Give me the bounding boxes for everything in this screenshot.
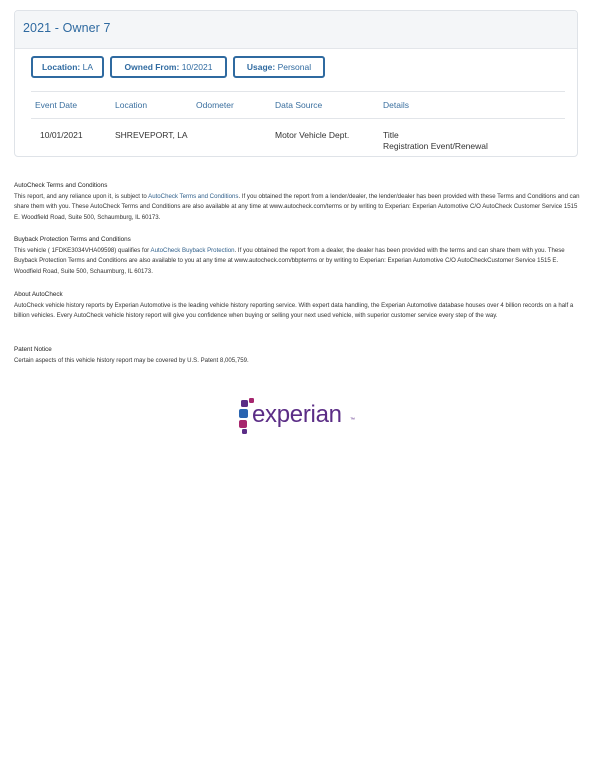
buyback-heading: Buyback Protection Terms and Conditions: [14, 236, 131, 243]
terms-text-before: This report, and any reliance upon it, is subject to: [14, 192, 149, 200]
usage-pill: [233, 56, 325, 78]
patent-section: [14, 345, 580, 366]
cell-event-date: 10/01/2021: [40, 130, 83, 140]
owned-from-pill-value: 10/2021: [181, 62, 213, 72]
owned-from-pill: [110, 56, 227, 78]
terms-text-after: . If you obtained the report from a lender/dealer, the lender/dealer has been provided with these Terms and Conditions and can share them with you. These AutoCheck Terms and Conditions are also available at any time at www.autocheck.com/terms or by writing to Experian: Experian Automotive C/O AutoCheck Customer Service 1515 E. Woodfield Road, Suite 500, Schaumburg, IL 60173.: [14, 192, 580, 221]
buyback-text-before: This vehicle ( 1FDKE3034VHA09598) qualifies for: [14, 246, 151, 254]
patent-text: Certain aspects of this vehicle history report may be covered by U.S. Patent 8,005,759.: [14, 356, 249, 364]
buyback-text-after: . If you obtained the report from a dealer, the dealer has been provided with the terms and can share them with you. These Buyback Protection Terms and Conditions are also available to you at any time at www.autocheck.com/bbpterms or by writing to Experian: Experian Automotive C/O AutoCheckCustomer Service 1515 E. Woodfield Road, Suite 500, Schaumburg, IL 60173.: [14, 246, 565, 275]
about-section: [14, 290, 580, 322]
cell-details-line-1: Title: [383, 130, 399, 140]
location-pill-label: Location:: [41, 62, 81, 72]
col-location: Location: [115, 100, 148, 110]
location-pill: [31, 56, 104, 78]
owner-history-card: [14, 10, 578, 157]
cell-location: SHREVEPORT, LA: [115, 130, 188, 140]
usage-pill-label: Usage:: [246, 62, 276, 72]
table-header: [31, 91, 565, 119]
experian-wordmark: experian: [252, 401, 342, 428]
patent-heading: Patent Notice: [14, 346, 52, 353]
location-pill-value: LA: [82, 62, 94, 72]
col-details: Details: [383, 100, 409, 110]
terms-section: [14, 181, 580, 223]
about-text: AutoCheck vehicle history reports by Experian Automotive is the leading vehicle history reporting service. With expert data handling, the Experian Automotive database houses over 4 billion records on a half a billion vehicles. Every AutoCheck vehicle history report will give you confidence when buying or selling your next used vehicle, with superior customer service every step of the way.: [14, 301, 574, 320]
experian-trademark: ™: [350, 417, 355, 423]
cell-details-line-2: Registration Event/Renewal: [383, 141, 488, 151]
table-row: [31, 119, 565, 149]
terms-text: [14, 192, 580, 224]
buyback-section: [14, 235, 580, 277]
about-heading: About AutoCheck: [14, 291, 63, 298]
owner-card-header: [15, 11, 577, 49]
buyback-link[interactable]: AutoCheck Buyback Protection: [150, 246, 235, 254]
owned-from-pill-label: Owned From:: [124, 62, 180, 72]
buyback-text: [14, 246, 580, 278]
terms-heading: AutoCheck Terms and Conditions: [14, 182, 108, 189]
owner-card-title: 2021 - Owner 7: [23, 21, 111, 35]
cell-data-source: Motor Vehicle Dept.: [275, 130, 350, 140]
col-data-source: Data Source: [275, 100, 323, 110]
cell-details: [383, 130, 488, 152]
terms-link[interactable]: AutoCheck Terms and Conditions: [148, 192, 239, 200]
owner-events-table: [31, 91, 565, 149]
col-event-date: Event Date: [35, 100, 78, 110]
experian-logo: [237, 396, 362, 436]
usage-pill-value: Personal: [277, 62, 312, 72]
col-odometer: Odometer: [196, 100, 234, 110]
